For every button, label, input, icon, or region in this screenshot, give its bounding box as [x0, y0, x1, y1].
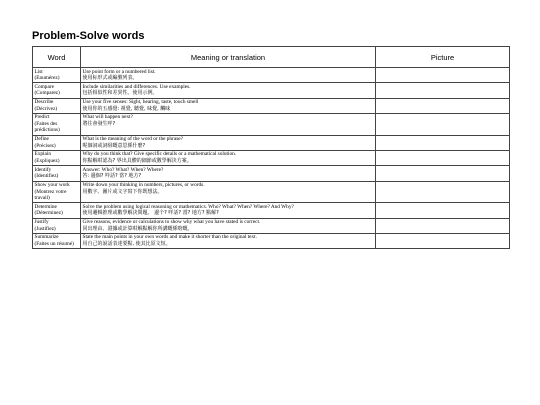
meaning-english: What will happen next?: [82, 114, 133, 121]
meaning-chinese: 用數字、圖片或文字寫下你既想法。: [82, 188, 163, 195]
meaning-chinese: 用自己的說話表達要點, 使其比原文短。: [82, 240, 171, 247]
meaning-english: Give reasons, evidence or calculations to show why what you have stated is correct.: [82, 219, 261, 226]
table-row: [33, 233, 510, 248]
word-french: (Déterminez): [34, 210, 63, 217]
meaning-chinese: 答: 邊個? 咩話? 當? 地方?: [82, 173, 142, 180]
word-term: Predict: [34, 114, 50, 121]
meaning-cell: [81, 135, 376, 150]
meaning-cell: [81, 113, 376, 135]
word-term: Compare: [34, 83, 54, 90]
word-cell: [33, 233, 81, 248]
meaning-english: What is the meaning of the word or the phrase?: [82, 136, 183, 143]
picture-cell: [376, 83, 510, 98]
meaning-english: State the main points in your own words and make it shorter than the original text.: [82, 234, 257, 241]
meaning-chinese: 使用标形式或編號列表。: [82, 74, 138, 81]
meaning-cell: [81, 233, 376, 248]
picture-cell: [376, 113, 510, 135]
meaning-cell: [81, 181, 376, 203]
word-term: Summarize: [34, 234, 59, 241]
meaning-cell: [81, 218, 376, 233]
table-row: [33, 98, 510, 113]
word-term: Explain: [34, 151, 51, 158]
word-term: List: [34, 68, 43, 75]
meaning-chinese: 呢個詞或詞組嘅意思係什麼?: [82, 142, 146, 149]
word-french: (Précisez): [34, 142, 56, 149]
header-meaning: Meaning or translation: [81, 47, 376, 68]
picture-cell: [376, 68, 510, 83]
word-cell: [33, 135, 81, 150]
word-cell: [33, 98, 81, 113]
meaning-english: Use point form or a numbered list.: [82, 68, 156, 75]
picture-cell: [376, 166, 510, 181]
meaning-chinese: 使用你的五感覺: 視覺, 聽覺, 味覺, 觸味: [82, 105, 171, 112]
meaning-chinese: 將往會發生咩?: [82, 120, 116, 127]
table-row: [33, 218, 510, 233]
word-french: (Identifiez): [34, 173, 59, 180]
meaning-english: Write down your thinking in numbers, pictures, or words.: [82, 182, 205, 189]
meaning-cell: [81, 68, 376, 83]
word-cell: [33, 150, 81, 165]
word-cell: [33, 113, 81, 135]
word-french: (Expliquez): [34, 157, 60, 164]
picture-cell: [376, 233, 510, 248]
picture-cell: [376, 203, 510, 218]
page-title: Problem-Solve words: [32, 30, 145, 42]
word-cell: [33, 203, 81, 218]
word-term: Justify: [34, 219, 49, 226]
meaning-cell: [81, 98, 376, 113]
table-row: [33, 181, 510, 203]
word-french: (Montrez votre travail): [34, 188, 67, 201]
meaning-chinese: 同出理由、證據或計算咁解點解你所講嘅係啱嘅。: [82, 225, 193, 232]
picture-cell: [376, 181, 510, 203]
table-row: [33, 150, 510, 165]
word-term: Determine: [34, 203, 57, 210]
meaning-cell: [81, 83, 376, 98]
table-row: [33, 68, 510, 83]
word-term: Define: [34, 136, 49, 143]
meaning-english: Why do you think that? Give specific details or a mathematical solution.: [82, 151, 237, 158]
meaning-english: Include similarities and differences. Use examples.: [82, 83, 191, 90]
table-row: [33, 166, 510, 181]
word-term: Identify: [34, 166, 52, 173]
word-cell: [33, 83, 81, 98]
table-header-row: [33, 47, 510, 68]
picture-cell: [376, 150, 510, 165]
picture-cell: [376, 135, 510, 150]
table-row: [33, 113, 510, 135]
meaning-cell: [81, 166, 376, 181]
meaning-chinese: 使用邏輯推理或數學解決問題。 邊个? 咩話? 當? 地方? 點解?: [82, 210, 219, 217]
word-cell: [33, 218, 81, 233]
header-word: Word: [33, 47, 81, 68]
meaning-english: Solve the problem using logical reasoning or mathematics. Who? What? When? Where? And Why?: [82, 203, 294, 210]
word-cell: [33, 68, 81, 83]
header-picture: Picture: [376, 47, 510, 68]
word-french: (Enumérez): [34, 74, 60, 81]
word-french: (Faites des prédictions): [34, 120, 60, 134]
word-french: (Décrivez): [34, 105, 58, 112]
meaning-english: Use your five senses: Sight, hearing, taste, touch smell: [82, 99, 199, 106]
word-cell: [33, 181, 81, 203]
table-row: [33, 83, 510, 98]
table-row: [33, 135, 510, 150]
meaning-chinese: 你點解咁認為? 界出具體的細節或數學解決方案。: [82, 157, 192, 164]
word-term: Show your work: [34, 182, 70, 189]
vocabulary-table: [32, 46, 510, 249]
word-term: Describe: [34, 99, 54, 106]
meaning-chinese: 包括相似性和差異性。使用示例。: [82, 90, 158, 97]
meaning-english: Answer: Who? What? When? Where?: [82, 166, 164, 173]
word-french: (Justifiez): [34, 225, 56, 232]
word-french: (Comparez): [34, 90, 60, 97]
meaning-cell: [81, 150, 376, 165]
word-cell: [33, 166, 81, 181]
picture-cell: [376, 218, 510, 233]
word-french: (Faites un résumé): [34, 240, 74, 247]
table-row: [33, 203, 510, 218]
picture-cell: [376, 98, 510, 113]
meaning-cell: [81, 203, 376, 218]
